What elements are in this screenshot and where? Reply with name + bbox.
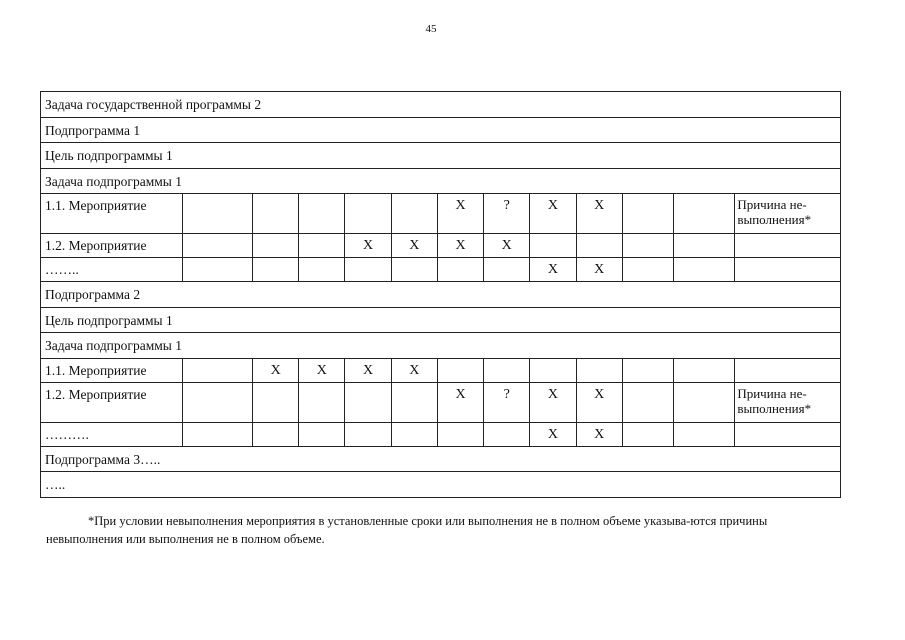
section-label: Цель подпрограммы 1 bbox=[41, 143, 841, 169]
period-cell: Х bbox=[576, 194, 622, 234]
period-cell bbox=[182, 382, 252, 422]
period-cell bbox=[253, 258, 299, 282]
period-cell bbox=[674, 258, 735, 282]
period-cell: Х bbox=[391, 358, 437, 382]
period-cell bbox=[299, 194, 345, 234]
activity-row bbox=[41, 194, 841, 234]
activity-row bbox=[41, 382, 841, 422]
activity-name: 1.1. Мероприятие bbox=[41, 194, 183, 234]
section-label: Подпрограмма 2 bbox=[41, 282, 841, 308]
period-cell bbox=[253, 234, 299, 258]
activity-row bbox=[41, 234, 841, 258]
activity-name: 1.2. Мероприятие bbox=[41, 234, 183, 258]
period-cell: ? bbox=[484, 382, 530, 422]
section-row bbox=[41, 446, 841, 472]
period-cell bbox=[345, 422, 391, 446]
period-cell bbox=[622, 194, 673, 234]
activity-name: 1.1. Мероприятие bbox=[41, 358, 183, 382]
period-cell bbox=[182, 358, 252, 382]
section-label: Подпрограмма 3….. bbox=[41, 446, 841, 472]
period-cell bbox=[674, 194, 735, 234]
activity-name: ………. bbox=[41, 422, 183, 446]
period-cell: Х bbox=[345, 234, 391, 258]
period-cell bbox=[437, 258, 483, 282]
period-cell bbox=[674, 422, 735, 446]
period-cell: Х bbox=[437, 382, 483, 422]
section-label: Задача государственной программы 2 bbox=[41, 92, 841, 118]
section-label: ….. bbox=[41, 472, 841, 498]
section-row bbox=[41, 333, 841, 359]
reason-cell bbox=[735, 422, 841, 446]
activity-row bbox=[41, 422, 841, 446]
period-cell bbox=[437, 422, 483, 446]
period-cell bbox=[576, 358, 622, 382]
period-cell bbox=[182, 258, 252, 282]
period-cell bbox=[484, 422, 530, 446]
period-cell bbox=[253, 422, 299, 446]
period-cell bbox=[391, 422, 437, 446]
period-cell bbox=[622, 382, 673, 422]
section-row bbox=[41, 472, 841, 498]
section-row bbox=[41, 117, 841, 143]
period-cell bbox=[674, 358, 735, 382]
period-cell bbox=[674, 382, 735, 422]
period-cell bbox=[299, 422, 345, 446]
section-row bbox=[41, 168, 841, 194]
period-cell bbox=[253, 382, 299, 422]
period-cell bbox=[299, 382, 345, 422]
activity-row bbox=[41, 258, 841, 282]
reason-cell bbox=[735, 234, 841, 258]
period-cell bbox=[484, 358, 530, 382]
period-cell bbox=[345, 194, 391, 234]
period-cell bbox=[530, 234, 576, 258]
period-cell bbox=[622, 422, 673, 446]
section-label: Цель подпрограммы 1 bbox=[41, 307, 841, 333]
section-label: Задача подпрограммы 1 bbox=[41, 333, 841, 359]
period-cell bbox=[484, 258, 530, 282]
reason-cell: Причина не-выполнения* bbox=[735, 382, 841, 422]
period-cell bbox=[530, 358, 576, 382]
program-table bbox=[40, 91, 841, 498]
period-cell bbox=[345, 382, 391, 422]
period-cell bbox=[622, 358, 673, 382]
period-cell: Х bbox=[391, 234, 437, 258]
section-row bbox=[41, 143, 841, 169]
period-cell bbox=[345, 258, 391, 282]
period-cell: Х bbox=[484, 234, 530, 258]
reason-cell bbox=[735, 258, 841, 282]
reason-cell: Причина не-выполнения* bbox=[735, 194, 841, 234]
period-cell: Х bbox=[530, 194, 576, 234]
activity-name: 1.2. Мероприятие bbox=[41, 382, 183, 422]
section-label: Задача подпрограммы 1 bbox=[41, 168, 841, 194]
period-cell: Х bbox=[299, 358, 345, 382]
period-cell: Х bbox=[530, 382, 576, 422]
period-cell bbox=[391, 258, 437, 282]
period-cell bbox=[674, 234, 735, 258]
period-cell: Х bbox=[576, 382, 622, 422]
period-cell: Х bbox=[437, 234, 483, 258]
period-cell bbox=[576, 234, 622, 258]
period-cell: Х bbox=[345, 358, 391, 382]
period-cell: Х bbox=[253, 358, 299, 382]
period-cell bbox=[437, 358, 483, 382]
period-cell bbox=[182, 194, 252, 234]
period-cell: Х bbox=[576, 258, 622, 282]
section-row bbox=[41, 92, 841, 118]
period-cell bbox=[391, 382, 437, 422]
period-cell bbox=[622, 234, 673, 258]
section-label: Подпрограмма 1 bbox=[41, 117, 841, 143]
section-row bbox=[41, 282, 841, 308]
period-cell: Х bbox=[530, 258, 576, 282]
page-number: 45 bbox=[425, 23, 437, 35]
period-cell bbox=[253, 194, 299, 234]
activity-name: …….. bbox=[41, 258, 183, 282]
period-cell bbox=[391, 194, 437, 234]
period-cell: Х bbox=[530, 422, 576, 446]
period-cell: Х bbox=[437, 194, 483, 234]
section-row bbox=[41, 307, 841, 333]
period-cell: Х bbox=[576, 422, 622, 446]
activity-row bbox=[41, 358, 841, 382]
period-cell bbox=[622, 258, 673, 282]
period-cell bbox=[182, 422, 252, 446]
period-cell: ? bbox=[484, 194, 530, 234]
period-cell bbox=[299, 258, 345, 282]
period-cell bbox=[299, 234, 345, 258]
period-cell bbox=[182, 234, 252, 258]
reason-cell bbox=[735, 358, 841, 382]
footnote: *При условии невыполнения мероприятия в установленные сроки или выполнения не в полном объеме указыва-ются причины невыполнения или выполнения не в полном объеме. bbox=[46, 514, 768, 546]
